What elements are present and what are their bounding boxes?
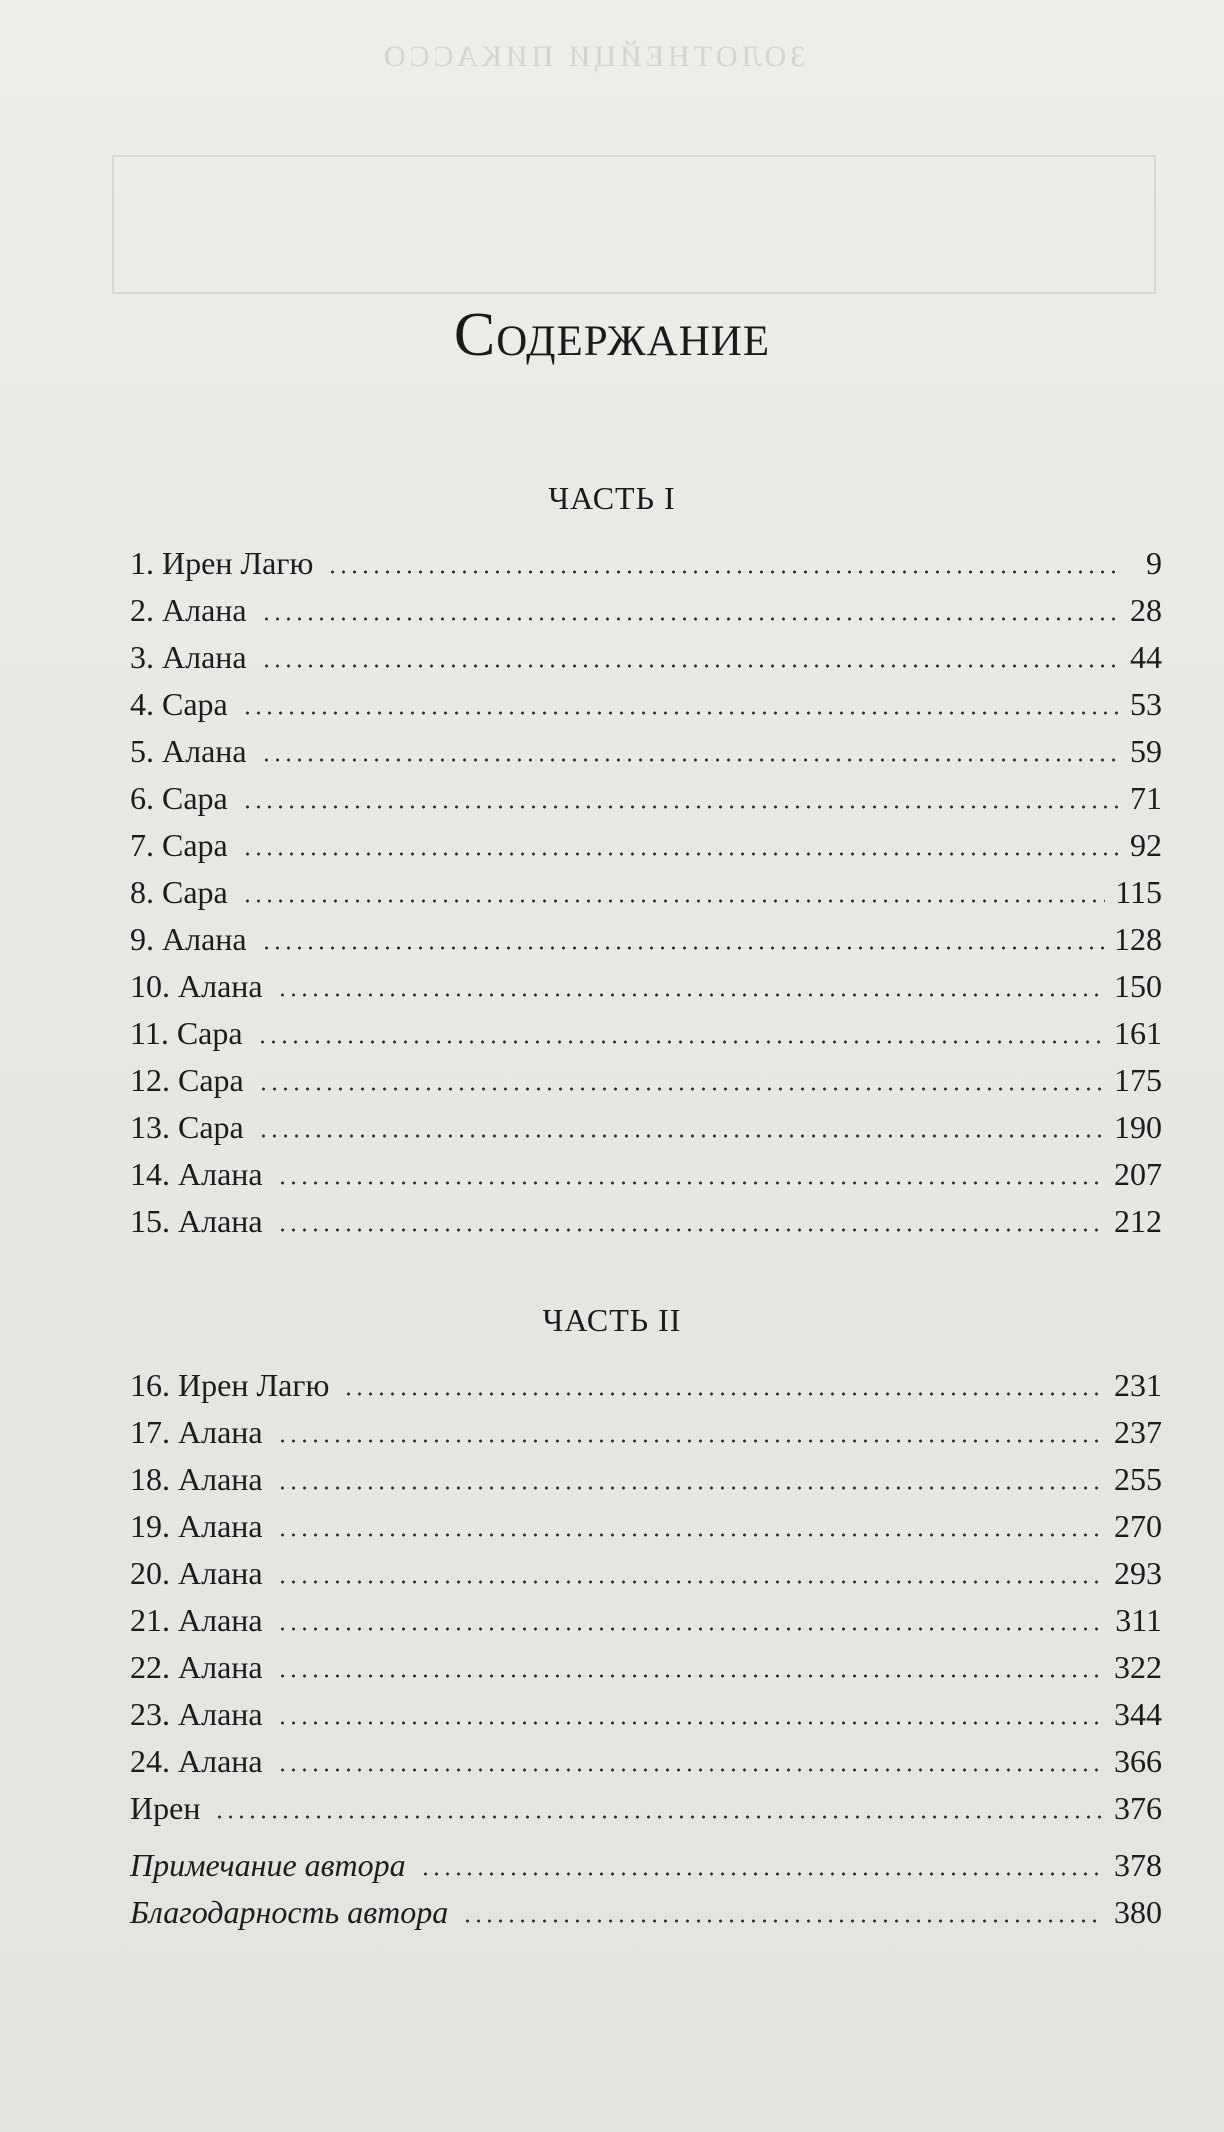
toc-entry-page: 9 [1146,545,1162,581]
toc-entry [130,1409,1162,1456]
toc-entry-label: 11. Сара [130,1015,243,1051]
toc-part-1 [130,540,1162,1245]
toc-entry [130,1362,1162,1409]
dot-leader [420,1871,1104,1877]
toc-entry-label: 3. Алана [130,639,247,675]
dot-leader [261,663,1120,669]
dot-leader [277,992,1104,998]
toc-entry [130,1644,1162,1691]
toc-entry [130,775,1162,822]
toc-entry-label: 7. Сара [130,827,228,863]
toc-entry-label: 22. Алана [130,1649,263,1685]
dot-leader [277,1579,1104,1585]
toc-entry [130,1456,1162,1503]
toc-entry-page: 207 [1114,1156,1162,1192]
toc-entry-label: 15. Алана [130,1203,263,1239]
toc-entry [130,1550,1162,1597]
toc-entry-label: 8. Сара [130,874,228,910]
dot-leader [277,1532,1104,1538]
toc-entry [130,1010,1162,1057]
toc-entry-label: 4. Сара [130,686,228,722]
dot-leader [277,1438,1104,1444]
toc-entry-label: Примечание автора [130,1847,406,1883]
toc-entry-page: 231 [1114,1367,1162,1403]
toc-entry [130,540,1162,587]
toc-entry-label: 20. Алана [130,1555,263,1591]
toc-entry [130,1691,1162,1738]
dot-leader [214,1814,1104,1820]
toc-entry-page: 175 [1114,1062,1162,1098]
dot-leader [327,569,1122,575]
toc-entry-page: 380 [1114,1894,1162,1930]
dot-leader [242,804,1120,810]
spacer [130,1832,1162,1842]
toc-entry-author-note [130,1842,1162,1889]
toc-entry-page: 128 [1114,921,1162,957]
toc-entry-label: Ирен [130,1790,201,1826]
toc-entry-label: 1. Ирен Лагю [130,545,314,581]
dot-leader [462,1918,1104,1924]
toc-entry-page: 237 [1114,1414,1162,1450]
toc-entry-acknowledgements [130,1889,1162,1936]
toc-entry [130,1785,1162,1832]
toc-entry-label: 5. Алана [130,733,247,769]
toc-entry-page: 190 [1114,1109,1162,1145]
dot-leader [277,1673,1104,1679]
toc-entry-label: 12. Сара [130,1062,244,1098]
toc-entry [130,1738,1162,1785]
toc-entry-label: 2. Алана [130,592,247,628]
toc-entry-page: 161 [1114,1015,1162,1051]
toc-entry-page: 255 [1114,1461,1162,1497]
toc-entry [130,869,1162,916]
toc-entry [130,1597,1162,1644]
toc-entry [130,916,1162,963]
toc-entry [130,634,1162,681]
dot-leader [261,616,1120,622]
part-2-heading: ЧАСТЬ II [542,1302,682,1338]
toc-entry-label: 17. Алана [130,1414,263,1450]
toc-entry-page: 44 [1130,639,1162,675]
toc-entry-page: 53 [1130,686,1162,722]
toc-entry-page: 293 [1114,1555,1162,1591]
toc-entry [130,1151,1162,1198]
toc-entry [130,1104,1162,1151]
part-1-heading: ЧАСТЬ I [548,480,676,516]
show-through-frame [112,155,1156,294]
toc-entry [130,728,1162,775]
dot-leader [277,1227,1104,1233]
dot-leader [277,1485,1104,1491]
toc-entry-label: 21. Алана [130,1602,263,1638]
toc-entry-page: 270 [1114,1508,1162,1544]
toc-entry-page: 366 [1114,1743,1162,1779]
toc-entry-page: 212 [1114,1203,1162,1239]
toc-entry-page: 92 [1130,827,1162,863]
dot-leader [261,757,1120,763]
toc-entry-page: 115 [1115,874,1162,910]
toc-entry-label: 9. Алана [130,921,247,957]
toc-entry [130,1503,1162,1550]
dot-leader [242,710,1120,716]
toc-entry-label: 18. Алана [130,1461,263,1497]
toc-entry [130,1198,1162,1245]
dot-leader [242,851,1120,857]
dot-leader [257,1039,1104,1045]
toc-entry-label: 19. Алана [130,1508,263,1544]
dot-leader [277,1767,1104,1773]
dot-leader [242,898,1105,904]
toc-entry-page: 71 [1130,780,1162,816]
toc-entry [130,587,1162,634]
toc-entry-page: 378 [1114,1847,1162,1883]
dot-leader [343,1391,1104,1397]
toc-entry-label: Благодарность автора [130,1894,449,1930]
toc-entry-page: 311 [1115,1602,1162,1638]
toc-entry-page: 59 [1130,733,1162,769]
dot-leader [258,1133,1104,1139]
toc-entry-page: 150 [1114,968,1162,1004]
dot-leader [277,1720,1104,1726]
toc-entry-label: 16. Ирен Лагю [130,1367,330,1403]
toc-entry-label: 14. Алана [130,1156,263,1192]
toc-entry-label: 23. Алана [130,1696,263,1732]
page-title: Содержание [453,301,771,369]
toc-entry-label: 6. Сара [130,780,228,816]
toc-entry-label: 24. Алана [130,1743,263,1779]
toc-entry [130,822,1162,869]
toc-entry-label: 10. Алана [130,968,263,1004]
toc-entry [130,1057,1162,1104]
toc-entry-page: 344 [1114,1696,1162,1732]
toc-entry [130,681,1162,728]
toc-entry-page: 322 [1114,1649,1162,1685]
dot-leader [261,945,1104,951]
toc-entry-page: 28 [1130,592,1162,628]
dot-leader [277,1180,1104,1186]
show-through-text: ЗОЛОТНЕЙЦИ ПИКАССО [380,40,806,73]
dot-leader [258,1086,1104,1092]
toc-entry [130,963,1162,1010]
toc-entry-label: 13. Сара [130,1109,244,1145]
dot-leader [277,1626,1106,1632]
toc-part-2 [130,1362,1162,1936]
toc-entry-page: 376 [1114,1790,1162,1826]
